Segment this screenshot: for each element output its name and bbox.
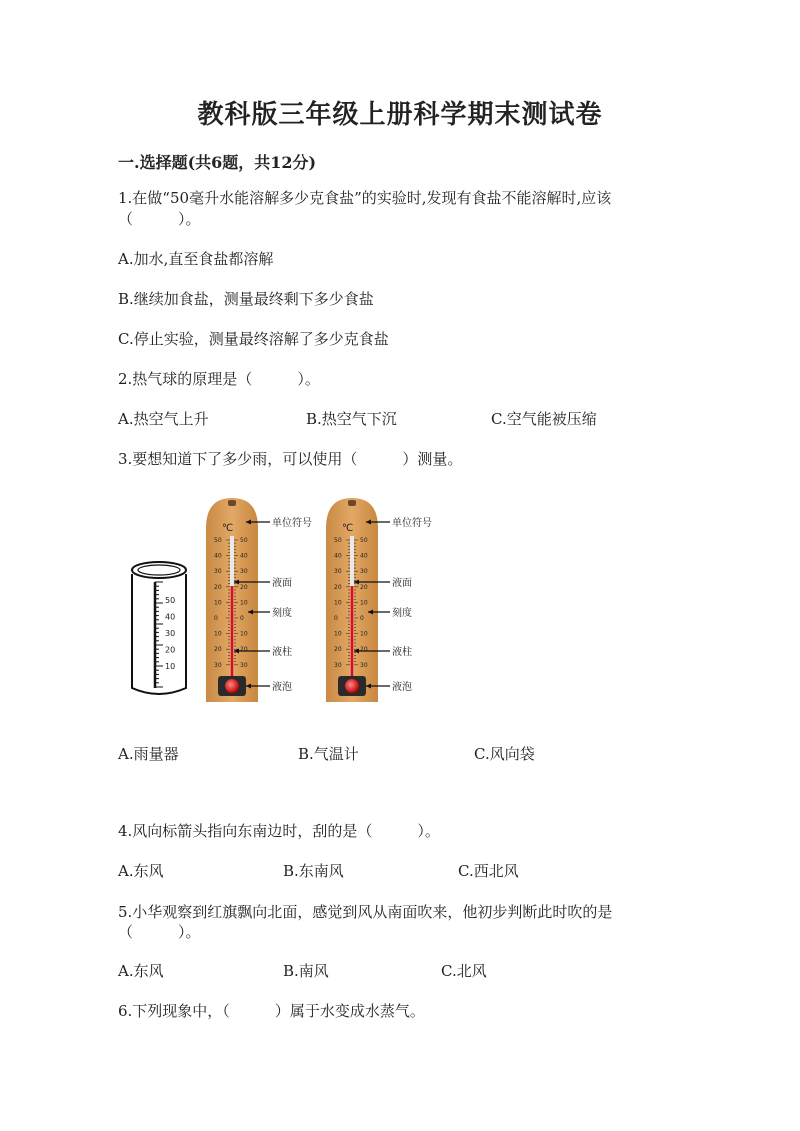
question-5-option-c: C.北风 xyxy=(441,962,487,980)
question-2-text: 2.热气球的原理是（ ）。 xyxy=(118,370,320,388)
question-4-option-a: A.东风 xyxy=(118,862,164,880)
page-title: 教科版三年级上册科学期末测试卷 xyxy=(197,100,603,130)
question-4-option-c: C.西北风 xyxy=(458,862,519,880)
thermometer-scale-number-right: 20 xyxy=(360,583,368,591)
question-5-blank: （ ）。 xyxy=(118,923,201,941)
thermometer-scale-number-right: 10 xyxy=(240,630,248,638)
question-5-option-a: A.东风 xyxy=(118,962,164,980)
question-3-option-c: C.风向袋 xyxy=(474,745,535,763)
thermometer-scale-number-left: 50 xyxy=(334,537,342,544)
rain-gauge-number: 40 xyxy=(165,612,176,622)
question-3-figure xyxy=(118,490,578,715)
thermometer-right-label-scale: 刻度 xyxy=(392,608,412,619)
question-4-text: 4.风向标箭头指向东南边时，刮的是（ ）。 xyxy=(118,822,440,840)
thermometer-left-label-scale: 刻度 xyxy=(272,608,292,619)
thermometer-left-label-surface: 液面 xyxy=(272,578,292,589)
thermometer-right-unit: ℃ xyxy=(342,523,354,534)
thermometer-scale-number-right: 30 xyxy=(240,661,248,669)
thermometer-left-label-unit: 单位符号 xyxy=(272,518,312,529)
question-2-option-a: A.热空气上升 xyxy=(118,410,209,428)
thermometer-scale-number-left: 10 xyxy=(334,599,342,607)
thermometer-scale-number-right: 10 xyxy=(240,599,248,607)
question-1-option-b: B.继续加食盐，测量最终剩下多少食盐 xyxy=(118,290,374,308)
thermometer-scale-number-left: 20 xyxy=(334,583,342,591)
question-3-option-a: A.雨量器 xyxy=(118,745,179,763)
thermometer-right-label-bulb: 液泡 xyxy=(392,682,412,693)
thermometer-right-label-surface: 液面 xyxy=(392,578,412,589)
rain-gauge xyxy=(132,562,186,694)
thermometer-scale-number-right: 20 xyxy=(240,583,248,591)
thermometer-scale-number-right: 10 xyxy=(360,630,368,638)
thermometer-scale-number-right: 0 xyxy=(360,615,364,622)
thermometer-left xyxy=(206,498,312,702)
thermometer-scale-number-right: 30 xyxy=(360,568,368,576)
thermometer-scale-number-left: 30 xyxy=(214,661,222,669)
thermometer-scale-number-right: 10 xyxy=(360,599,368,607)
question-1-option-a: A.加水,直至食盐都溶解 xyxy=(118,250,274,268)
question-3-option-b: B.气温计 xyxy=(298,745,359,763)
thermometer-left-unit: ℃ xyxy=(222,523,234,534)
section-heading: 一.选择题(共6题，共12分) xyxy=(118,153,317,172)
question-6-text: 6.下列现象中，（ ）属于水变成水蒸气。 xyxy=(118,1002,425,1020)
question-4-option-b: B.东南风 xyxy=(283,862,344,880)
thermometer-scale-number-right: 0 xyxy=(240,615,244,622)
question-2-option-b: B.热空气下沉 xyxy=(306,410,397,428)
thermometer-scale-number-left: 30 xyxy=(214,568,222,576)
question-1-option-c: C.停止实验，测量最终溶解了多少克食盐 xyxy=(118,330,389,348)
question-5-text: 5.小华观察到红旗飘向北面，感觉到风从南面吹来，他初步判断此时吹的是 xyxy=(118,903,613,921)
thermometer-scale-number-right: 20 xyxy=(360,646,368,654)
thermometer-scale-number-left: 30 xyxy=(334,568,342,576)
question-5-option-b: B.南风 xyxy=(283,962,329,980)
thermometer-scale-number-right: 50 xyxy=(240,537,248,544)
thermometer-scale-number-right: 40 xyxy=(360,552,368,560)
thermometer-right-label-column: 液柱 xyxy=(392,647,412,658)
thermometer-scale-number-left: 0 xyxy=(334,615,338,622)
thermometer-scale-number-right: 20 xyxy=(240,646,248,654)
thermometer-scale-number-left: 50 xyxy=(214,537,222,544)
rain-gauge-and-thermometers-illustration xyxy=(118,490,578,715)
question-3-text: 3.要想知道下了多少雨，可以使用（ ）测量。 xyxy=(118,450,463,468)
thermometer-scale-number-left: 0 xyxy=(214,615,218,622)
thermometer-scale-number-left: 40 xyxy=(214,552,222,560)
thermometer-scale-number-left: 20 xyxy=(334,646,342,654)
thermometer-scale-number-left: 20 xyxy=(214,583,222,591)
thermometer-scale-number-right: 30 xyxy=(360,661,368,669)
thermometer-scale-number-left: 10 xyxy=(334,630,342,638)
thermometer-scale-number-left: 40 xyxy=(334,552,342,560)
thermometer-scale-number-right: 40 xyxy=(240,552,248,560)
thermometer-scale-number-left: 30 xyxy=(334,661,342,669)
thermometer-scale-number-right: 30 xyxy=(240,568,248,576)
rain-gauge-number: 30 xyxy=(165,629,176,638)
thermometer-right xyxy=(326,498,432,702)
thermometer-scale-number-right: 50 xyxy=(360,537,368,544)
thermometer-right-label-unit: 单位符号 xyxy=(392,518,432,529)
rain-gauge-number: 50 xyxy=(165,596,176,605)
question-1-blank: （ ）。 xyxy=(118,210,201,228)
question-1-text: 1.在做“50毫升水能溶解多少克食盐”的实验时,发现有食盐不能溶解时,应该 xyxy=(118,189,612,207)
thermometer-scale-number-left: 10 xyxy=(214,630,222,638)
rain-gauge-number: 10 xyxy=(165,662,176,671)
thermometer-left-label-bulb: 液泡 xyxy=(272,682,292,693)
thermometer-left-label-column: 液柱 xyxy=(272,647,292,658)
thermometer-scale-number-left: 20 xyxy=(214,646,222,654)
thermometer-scale-number-left: 10 xyxy=(214,599,222,607)
rain-gauge-number: 20 xyxy=(165,645,176,655)
question-2-option-c: C.空气能被压缩 xyxy=(491,410,597,428)
